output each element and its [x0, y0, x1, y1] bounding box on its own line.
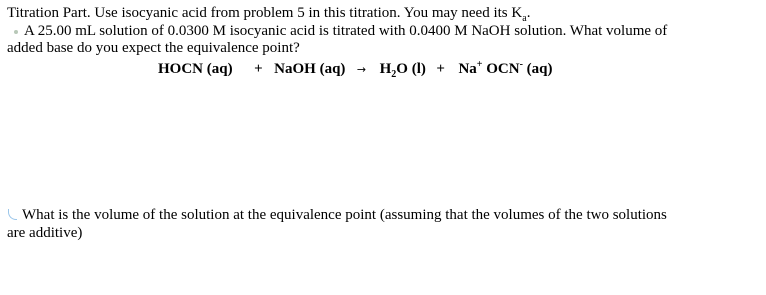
eq-ocn-charge: - [519, 59, 523, 70]
question2-line2 [7, 225, 756, 242]
question1-line1-text: A 25.00 mL solution of 0.0300 M isocyanic acid is titrated with 0.0400 M NaOH solution. What volume of [24, 23, 668, 39]
eq-reactant2: NaOH (aq) [274, 61, 346, 77]
question2-line2-text: are additive) [7, 225, 83, 241]
eq-reactant1: HOCN (aq) [158, 61, 233, 77]
question1-line2 [7, 40, 756, 57]
eq-plus1: + [254, 61, 263, 77]
bullet-marker-icon [14, 30, 18, 34]
eq-product1-subscript: 2 [391, 69, 397, 80]
reaction-arrow-icon: → [356, 63, 367, 76]
eq-product2-phase: (aq) [522, 61, 553, 77]
question2-line1 [8, 207, 756, 224]
eq-product2 [458, 61, 552, 77]
question1-line2-text: added base do you expect the equivalence point? [7, 40, 300, 56]
intro-period: . [526, 5, 531, 21]
eq-product2-ocn: OCN [482, 61, 520, 77]
chemical-equation [158, 61, 756, 78]
eq-plus2: + [436, 61, 445, 77]
eq-product1 [379, 61, 426, 80]
eq-na-charge: + [476, 59, 483, 70]
paragraph-marker-icon [8, 209, 17, 220]
eq-product2-na: Na [458, 61, 477, 77]
question2-line1-text: What is the volume of the solution at the equivalence point (assuming that the volumes of the two solutions [22, 207, 667, 223]
ka-subscript: a [522, 13, 527, 24]
intro-text: Titration Part. Use isocyanic acid from problem 5 in this titration. You may need its K [7, 5, 523, 21]
eq-product1-o: O (l) [396, 61, 426, 77]
intro-paragraph [7, 5, 756, 22]
question1-line1 [14, 23, 756, 40]
eq-product1-h: H [379, 61, 392, 77]
